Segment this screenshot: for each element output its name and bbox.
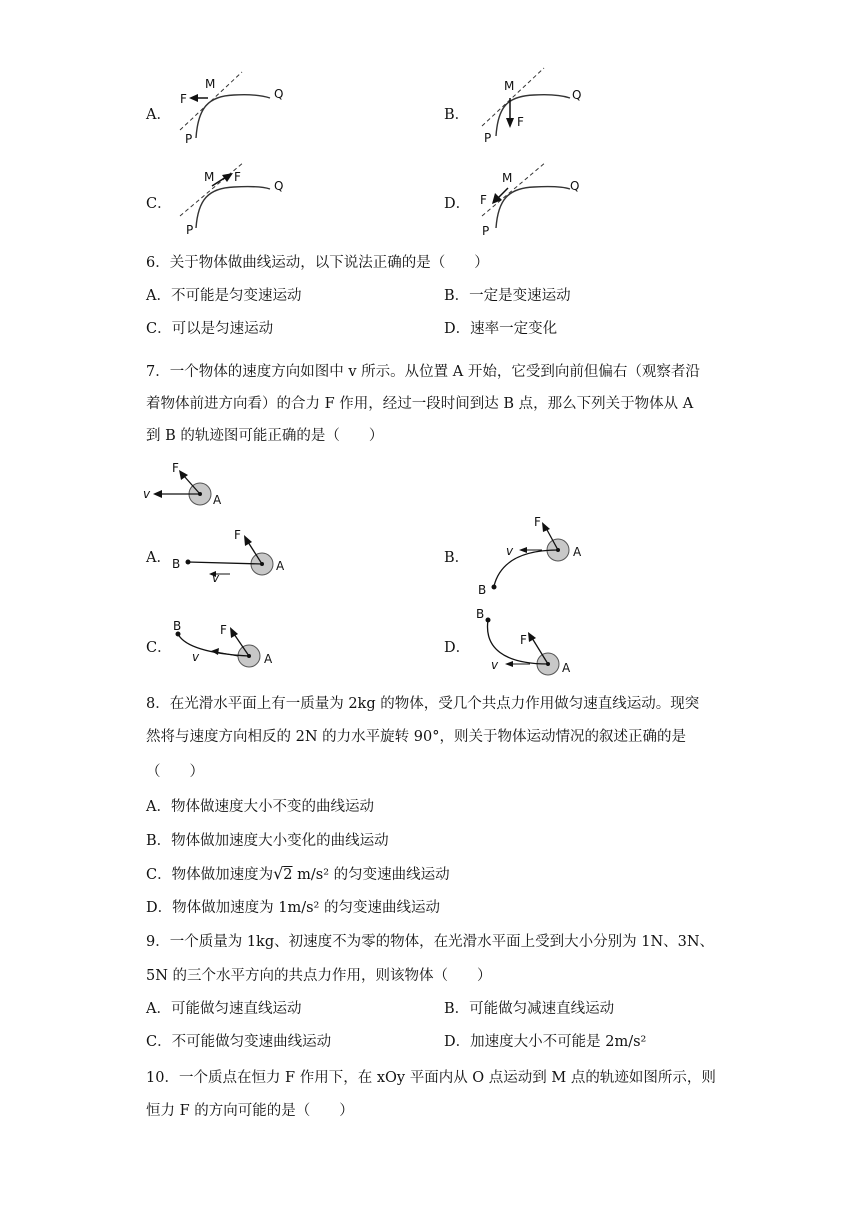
- q9-option-a[interactable]: [146, 999, 301, 1019]
- label-a: A: [213, 493, 222, 507]
- label-b: B: [476, 607, 485, 621]
- label-m: M: [205, 77, 216, 91]
- label-f: F: [234, 528, 241, 542]
- force-arrowhead: [189, 94, 198, 102]
- q6-stem: 6．关于物体做曲线运动，以下说法正确的是（ ）: [146, 255, 489, 271]
- q7-stem-line1: 7．一个物体的速度方向如图中 v 所示。从位置 A 开始，它受到向前但偏右（观察者沿: [146, 364, 700, 380]
- option-letter: D．: [444, 1034, 471, 1050]
- label-p: P: [185, 132, 193, 146]
- q8-option-b[interactable]: B．物体做加速度大小变化的曲线运动: [146, 833, 389, 849]
- q7-option-d-letter: D．: [444, 640, 471, 656]
- option-text: m/s² 的匀变速曲线运动: [292, 867, 450, 883]
- q7-option-a-letter: A．: [146, 550, 171, 566]
- label-q: Q: [274, 179, 284, 193]
- q5-option-c-letter: C．: [146, 196, 172, 212]
- label-v: v: [212, 571, 220, 585]
- q8-stem-line2: 然将与速度方向相反的 2N 的力水平旋转 90°，则关于物体运动情况的叙述正确的是: [146, 729, 686, 745]
- q6-option-d[interactable]: [444, 319, 557, 339]
- q6-option-b[interactable]: [444, 286, 571, 306]
- option-text: 可能做匀减速直线运动: [469, 1001, 615, 1017]
- label-a: A: [264, 652, 273, 666]
- label-f: F: [180, 92, 187, 106]
- option-text: 一定是变速运动: [469, 288, 571, 304]
- label-v: v: [506, 544, 514, 558]
- label-f: F: [520, 633, 527, 647]
- q8-stem-line1: 8．在光滑水平面上有一质量为 2kg 的物体，受几个共点力作用做匀速直线运动。现突: [146, 696, 700, 712]
- label-f: F: [234, 170, 241, 184]
- label-f: F: [534, 515, 541, 529]
- label-p: P: [482, 224, 490, 238]
- label-b: B: [172, 557, 181, 571]
- option-letter: A．: [146, 1001, 171, 1017]
- label-m: M: [502, 171, 513, 185]
- velocity-arrow: [216, 652, 238, 656]
- label-a: A: [562, 661, 571, 675]
- label-m: M: [204, 170, 215, 184]
- option-text: 加速度大小不可能是 2m/s²: [470, 1034, 647, 1050]
- label-v: v: [143, 487, 151, 501]
- q7-stem-line2: 着物体前进方向看）的合力 F 作用，经过一段时间到达 B 点，那么下列关于物体从 A: [146, 396, 694, 412]
- label-p: P: [186, 223, 194, 237]
- label-q: Q: [572, 88, 582, 102]
- label-f: F: [517, 115, 524, 129]
- q7-figure-a: [170, 524, 300, 584]
- option-text: 可能做匀速直线运动: [170, 1001, 302, 1017]
- option-text: C．物体做加速度为: [146, 867, 274, 883]
- sqrt-symbol: √: [273, 864, 284, 883]
- option-text: 不可能做匀变速曲线运动: [171, 1034, 332, 1050]
- q7-figure-b: [472, 512, 592, 597]
- q7-stem-line3: 到 B 的轨迹图可能正确的是（ ）: [146, 428, 384, 444]
- q5-figure-a: [172, 68, 292, 148]
- label-p: P: [484, 131, 492, 145]
- force-arrowhead: [506, 118, 514, 128]
- trajectory-curve: [196, 95, 270, 138]
- q5-option-d-letter: D．: [444, 196, 471, 212]
- point-b: [492, 585, 497, 590]
- label-f: F: [172, 461, 179, 475]
- q7-option-b-letter: B．: [444, 550, 470, 566]
- option-letter: A．: [146, 288, 171, 304]
- q7-figure-d: [474, 606, 594, 678]
- label-v: v: [192, 650, 200, 664]
- q10-stem-line1: 10．一个质点在恒力 F 作用下，在 xOy 平面内从 O 点运动到 M 点的轨迹如图所示，则: [146, 1070, 716, 1086]
- tangent-line: [482, 162, 546, 216]
- q7-stem-figure: [140, 458, 240, 510]
- label-m: M: [504, 79, 515, 93]
- option-letter: B．: [444, 288, 470, 304]
- label-b: B: [173, 619, 182, 633]
- q8-option-d[interactable]: D．物体做加速度为 1m/s² 的匀变速曲线运动: [146, 900, 440, 916]
- label-q: Q: [570, 179, 580, 193]
- label-a: A: [573, 545, 582, 559]
- q8-stem-line3: （ ）: [146, 764, 204, 780]
- q8-option-c[interactable]: [146, 864, 450, 885]
- label-f: F: [480, 193, 487, 207]
- q9-stem-line2: 5N 的三个水平方向的共点力作用，则该物体（ ）: [146, 968, 492, 984]
- label-f: F: [220, 623, 227, 637]
- q6-option-a[interactable]: [146, 286, 301, 306]
- option-letter: C．: [146, 321, 172, 337]
- option-text: 速率一定变化: [470, 321, 558, 337]
- option-letter: D．: [444, 321, 471, 337]
- label-q: Q: [274, 87, 284, 101]
- q7-figure-c: [168, 616, 288, 672]
- q6-option-c[interactable]: [146, 319, 273, 339]
- tangent-line: [482, 68, 544, 126]
- q5-figure-b: [474, 66, 594, 148]
- q9-option-d[interactable]: [444, 1032, 646, 1052]
- sqrt-radicand: 2: [283, 867, 293, 883]
- option-letter: B．: [444, 1001, 470, 1017]
- option-letter: C．: [146, 1034, 172, 1050]
- q5-option-a-letter: A．: [146, 107, 171, 123]
- option-text: 不可能是匀变速运动: [170, 288, 302, 304]
- q10-stem-line2: 恒力 F 的方向可能的是（ ）: [146, 1103, 354, 1119]
- trajectory-curve: [496, 95, 570, 136]
- q9-option-b[interactable]: [444, 999, 614, 1019]
- q7-option-c-letter: C．: [146, 640, 172, 656]
- point-b: [486, 618, 491, 623]
- label-a: A: [276, 559, 285, 573]
- q8-option-a[interactable]: A．物体做速度大小不变的曲线运动: [146, 799, 374, 815]
- option-text: 可以是匀速运动: [171, 321, 274, 337]
- trajectory-curve: [496, 187, 570, 228]
- q9-stem-line1: 9．一个质量为 1kg、初速度不为零的物体，在光滑水平面上受到大小分别为 1N、3N、: [146, 934, 715, 950]
- q5-option-b-letter: B．: [444, 107, 470, 123]
- force-arrowhead: [222, 173, 233, 182]
- label-v: v: [491, 658, 499, 672]
- label-b: B: [478, 583, 487, 597]
- q5-figure-d: [474, 158, 594, 238]
- q5-figure-c: [172, 158, 292, 238]
- q9-option-c[interactable]: [146, 1032, 331, 1052]
